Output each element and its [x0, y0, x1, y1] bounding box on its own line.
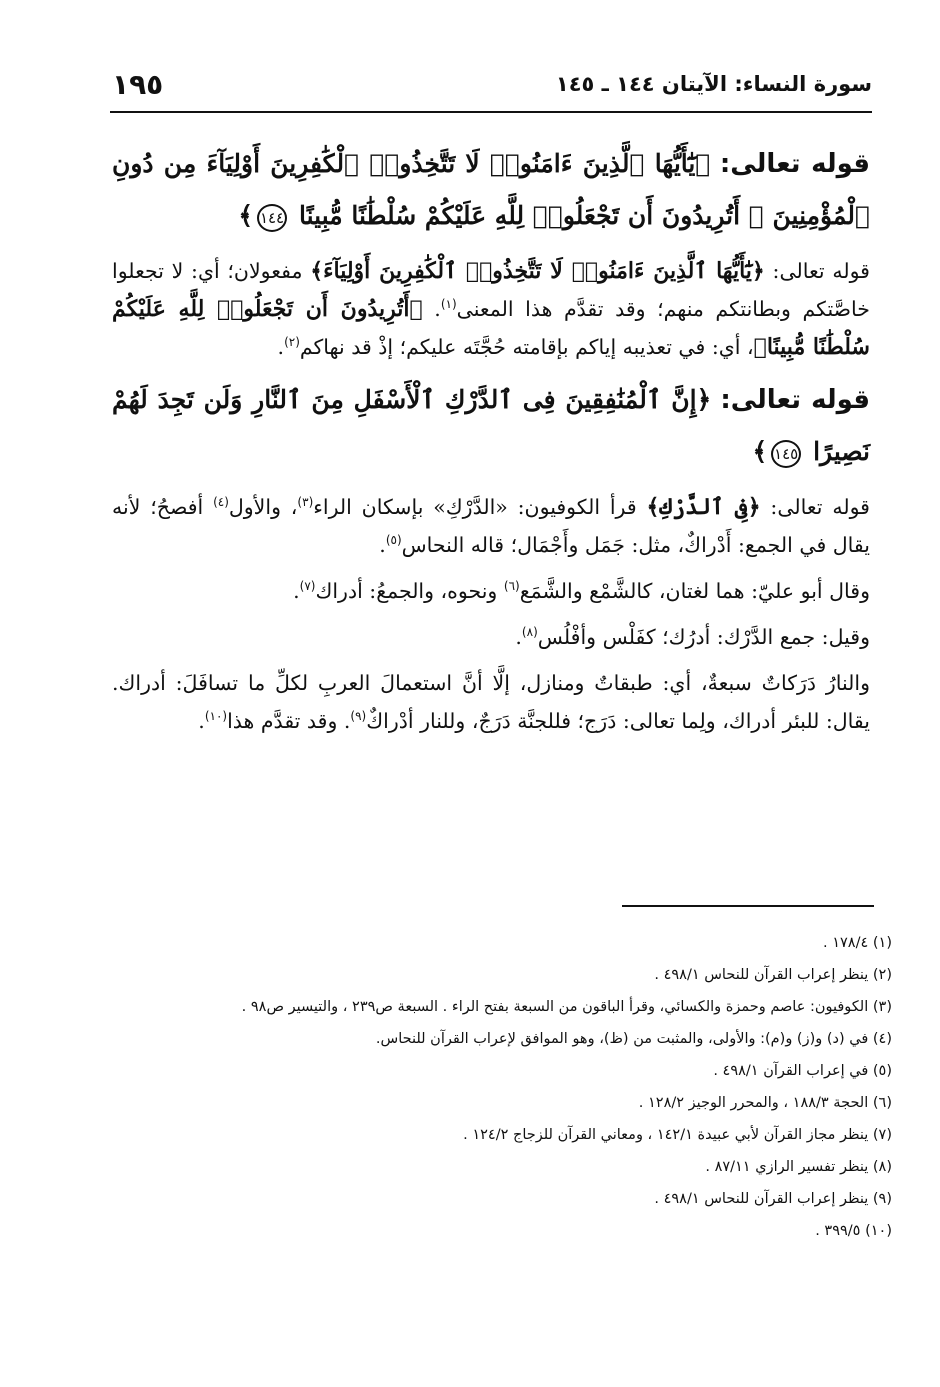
- footnote-ref: (٦): [503, 579, 520, 594]
- footnotes-list: [112, 930, 892, 1250]
- commentary-text: .: [293, 579, 300, 603]
- commentary-text: قوله تعالى:: [772, 259, 870, 283]
- footnote: (٦) الحجة ١٨٨/٣ ، والمحرر الوجيز ١٢٨/٢ .: [638, 1095, 892, 1111]
- running-title: سورة النساء: الآيتان ١٤٤ ـ ١٤٥: [555, 72, 872, 96]
- commentary-paragraph: [112, 488, 870, 564]
- commentary-text: ونحوه، والجمعُ: أدراك: [315, 579, 498, 603]
- footnote-separator: [622, 905, 874, 907]
- verse-lead: قوله تعالى:: [720, 385, 871, 415]
- commentary-text: .: [379, 533, 386, 557]
- commentary-text: وقال أبو عليّ: هما لغتان، كالشَّمْع والشَّمَع: [519, 579, 870, 603]
- ornate-bracket-close: ﴾: [238, 201, 254, 230]
- commentary-text: .: [198, 709, 205, 733]
- footnote: (١) ١٧٨/٤ .: [822, 935, 892, 951]
- commentary-text: قرأ الكوفيون: «الدَّرْكِ» بإسكان الراء: [313, 495, 637, 519]
- commentary-text: والنارُ دَرَكاتٌ سبعةٌ، أي: طبقاتٌ ومنازل، إلَّا أنَّ استعمالَ العربِ لكلِّ ما تسافَلَ: أدراك. يقال: للبئر أدراك، ولِما تعالى: دَرَج؛ فللجنَّة دَرَجٌ، وللنار أدْراكٌ: [112, 671, 870, 733]
- footnote: (١٠) ٣٩٩/٥ .: [815, 1223, 892, 1239]
- quran-verse-text: يَٰٓأَيُّهَا ٱلَّذِينَ ءَامَنُوا۟ لَا تَتَّخِذُوا۟ ٱلْكَٰفِرِينَ أَوْلِيَآءَ مِن دُونِ ٱلْمُؤْمِنِينَ ۚ أَتُرِيدُونَ أَن تَجْعَلُوا۟ لِلَّهِ عَلَيْكُمْ سُلْطَٰنًا مُّبِينًا: [112, 149, 870, 230]
- footnote: (٢) ينظر إعراب القرآن للنحاس ٤٩٨/١ .: [654, 967, 892, 983]
- footnote: (٨) ينظر تفسير الرازي ٨٧/١١ .: [705, 1159, 892, 1175]
- quran-quote: ﴿يَٰٓأَيُّهَا ٱلَّذِينَ ءَامَنُوا۟ لَا تَتَّخِذُوا۟ ٱلْكَٰفِرِينَ أَوْلِيَآءَ﴾: [310, 258, 765, 284]
- footnote-ref: (٥): [385, 533, 402, 548]
- commentary-text: قوله تعالى:: [770, 495, 870, 519]
- footnote: (٤) في (د) و(ز) و(م): والأولى، والمثبت من (ظ)، وهو الموافق لإعراب القرآن للنحاس.: [375, 1031, 892, 1047]
- commentary-text: ، والأول: [228, 495, 298, 519]
- verse-145: [112, 374, 870, 478]
- footnote: (٥) في إعراب القرآن ٤٩٨/١ .: [713, 1063, 892, 1079]
- commentary-text: .: [515, 625, 522, 649]
- commentary-text: وقيل: جمع الدَّرْك: أدرُك؛ كفَلْس وأفْلُس: [537, 625, 870, 649]
- commentary-text: ، أي: في تعذيبه إياكم بإقامته حُجَّتَه عليكم؛ إذْ قد نهاكم: [299, 335, 754, 359]
- page-body: [112, 138, 870, 748]
- commentary-text: .: [277, 335, 285, 359]
- header-rule: [110, 111, 872, 113]
- commentary-text: أفصحُ؛ لأنه يقال في الجمع: أَدْراكٌ، مثل: جَمَل وأَجْمَال؛ قاله النحاس: [112, 495, 870, 557]
- commentary-text: مفعولان؛ أي: لا تجعلوا خاصَّتكم وبطانتكم منهم؛ وقد تقدَّم هذا المعنى: [112, 259, 870, 321]
- verse-lead: قوله تعالى:: [719, 149, 870, 179]
- commentary-text: .: [434, 297, 441, 321]
- ornate-bracket-open: ﴿: [695, 149, 711, 178]
- quran-quote: ﴿أَتُرِيدُونَ أَن تَجْعَلُوا۟ لِلَّهِ عَلَيْكُمْ سُلْطَٰنًا مُّبِينًا﴾: [112, 296, 870, 360]
- page-header: [112, 66, 872, 106]
- footnote-ref: (٣): [297, 495, 314, 510]
- footnote-ref: (٨): [521, 625, 538, 640]
- ayah-number-marker: ١٤٥: [771, 440, 801, 468]
- quran-quote: ﴿فِى ٱلدَّرْكِ﴾: [646, 494, 761, 520]
- commentary-paragraph: [112, 252, 870, 366]
- footnote: (٩) ينظر إعراب القرآن للنحاس ٤٩٨/١ .: [654, 1191, 892, 1207]
- verse-144: [112, 138, 870, 242]
- ayah-number-marker: ١٤٤: [257, 204, 287, 232]
- page-number: ١٩٥: [112, 68, 164, 101]
- footnote-ref: (٩): [350, 709, 367, 724]
- footnote: (٧) ينظر مجاز القرآن لأبي عبيدة ١٤٢/١ ، ومعاني القرآن للزجاج ١٢٤/٢ .: [463, 1127, 892, 1143]
- ornate-bracket-open: ﴿: [696, 385, 712, 414]
- footnote-ref: (١): [440, 297, 457, 312]
- footnote: (٣) الكوفيون: عاصم وحمزة والكسائي، وقرأ الباقون من السبعة بفتح الراء . السبعة ص٢٣٩ ، والتيسير ص٩٨ .: [241, 999, 892, 1015]
- commentary-text: . وقد تقدَّم هذا: [227, 709, 351, 733]
- commentary-paragraph: [112, 618, 870, 656]
- footnote-ref: (١٠): [204, 709, 228, 724]
- footnote-ref: (٤): [213, 495, 229, 510]
- footnote-ref: (٢): [284, 335, 300, 350]
- ornate-bracket-close: ﴾: [752, 437, 768, 466]
- commentary-paragraph: [112, 664, 870, 740]
- commentary-paragraph: [112, 572, 870, 610]
- footnote-ref: (٧): [299, 579, 316, 594]
- quran-verse-text: إِنَّ ٱلْمُنَٰفِقِينَ فِى ٱلدَّرْكِ ٱلْأَسْفَلِ مِنَ ٱلنَّارِ وَلَن تَجِدَ لَهُمْ نَصِيرًا: [112, 385, 870, 466]
